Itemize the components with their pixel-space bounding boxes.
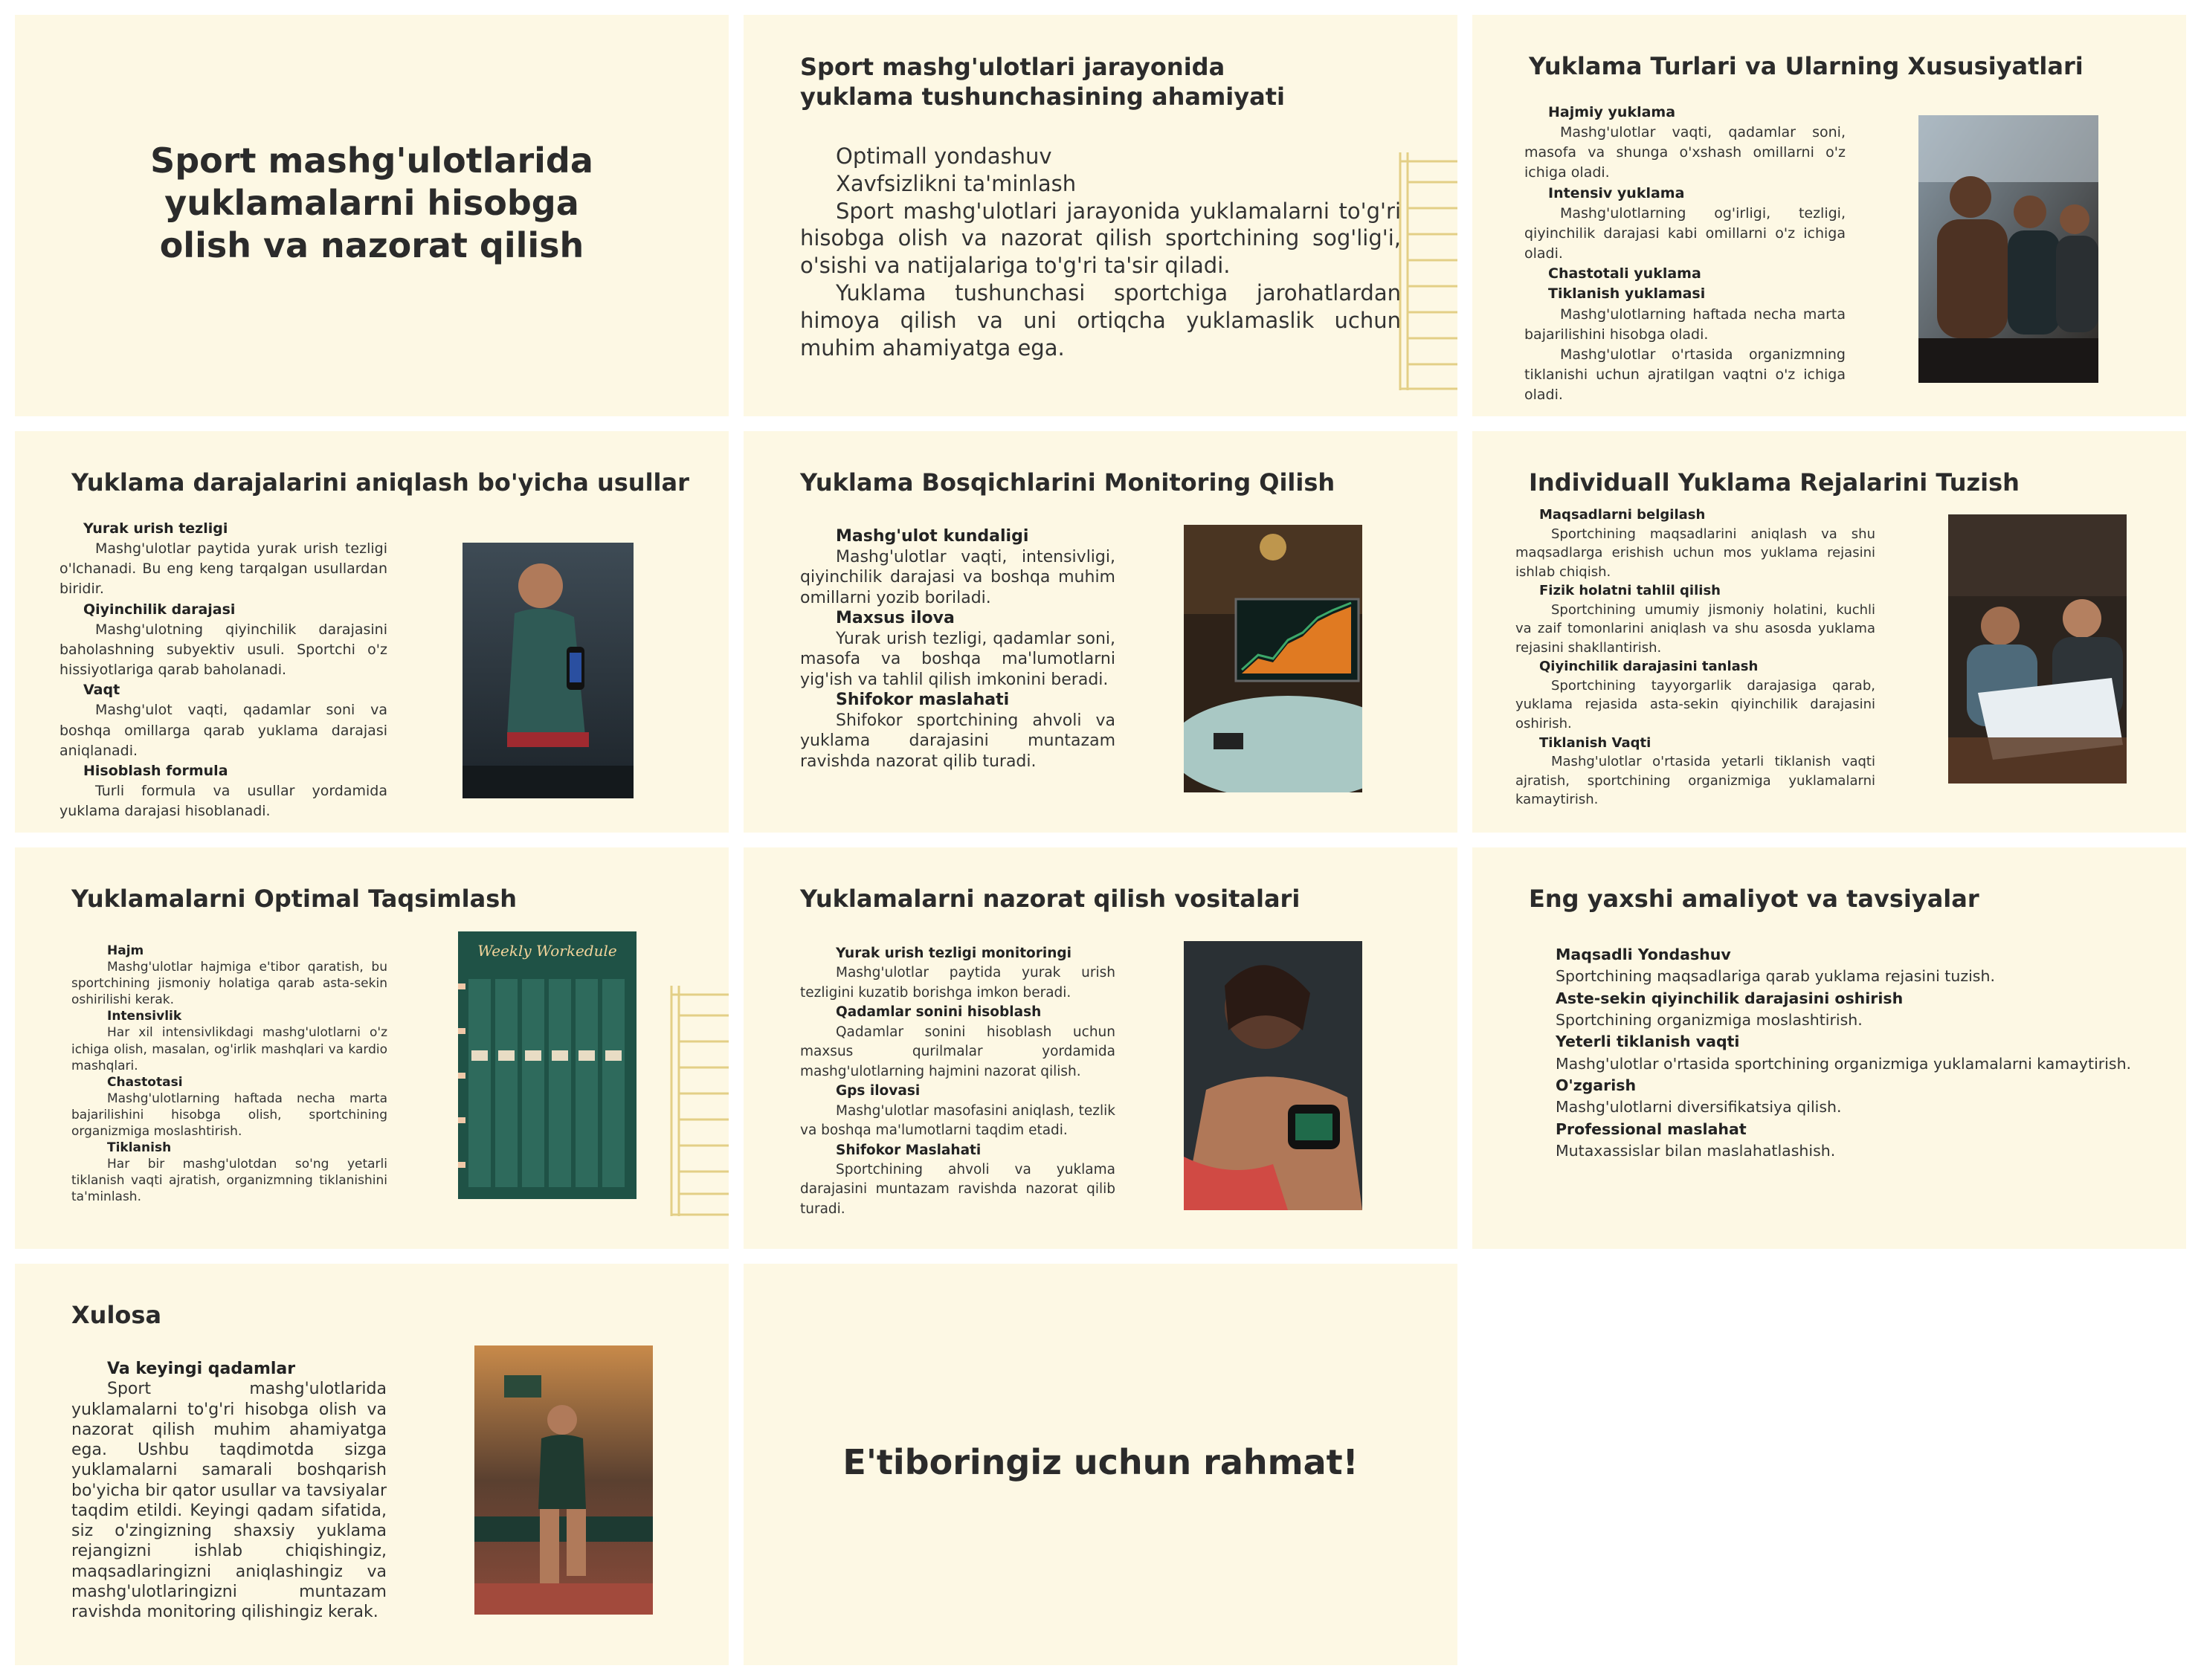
smartwatch-athlete-photo — [1184, 941, 1362, 1210]
presentation-title: Sport mashg'ulotlarida yuklamalarni hisobga olish va nazorat qilish — [150, 140, 593, 266]
item-heading: Aste-sekin qiyinchilik darajasini oshirish — [1556, 989, 1904, 1007]
slide-body — [71, 1359, 387, 1622]
item-heading: Yurak urish tezligi monitoringi — [836, 946, 1072, 961]
slide-body — [59, 519, 387, 821]
item-heading: Yeterli tiklanish vaqti — [1556, 1033, 1740, 1051]
runner-treadmill-photo — [463, 543, 634, 798]
item-heading: Professional maslahat — [1556, 1120, 1747, 1138]
slide-title: Sport mashg'ulotlari jarayonida yuklama tushunchasining ahamiyati — [800, 53, 1285, 111]
item-heading: Shifokor Maslahati — [836, 1142, 982, 1158]
item-text: Turli formula va usullar yordamida yuklama darajasi hisoblanadi. — [59, 783, 387, 820]
item-heading: Maqsadlarni belgilash — [1539, 507, 1706, 523]
slide-8-control-tools[interactable] — [744, 847, 1457, 1249]
slide-body — [800, 526, 1115, 772]
item-text: Mutaxassislar bilan maslahatlashish. — [1556, 1141, 1836, 1160]
item-text: Yurak urish tezligi, qadamlar soni, masofa va boshqa ma'lumotlarni yig'ish va tahlil qilish imkonini beradi. — [800, 629, 1115, 689]
item-heading: Intensiv yuklama — [1548, 184, 1685, 201]
slide-6-individual-plans[interactable] — [1472, 431, 2186, 833]
item-heading: Tiklanish yuklamasi — [1548, 285, 1706, 303]
item-heading: Tiklanish — [107, 1140, 172, 1156]
item-text: Mashg'ulotlar vaqti, qadamlar soni, masofa va shunga o'xshash omillarni o'z ichiga oladi. — [1524, 124, 1846, 181]
slide-body — [1524, 103, 1846, 405]
item-text: Mashg'ulotlar o'rtasida organizmning tiklanishi uchun ajratilgan vaqtni o'z ichiga oladi. — [1524, 346, 1846, 404]
slide-title: Eng yaxshi amaliyot va tavsiyalar — [1529, 885, 1979, 913]
item-text: Sportchining umumiy jismoniy holatini, kuchli va zaif tomonlarini aniqlash va shu asosda yuklama rejasini shakllantirish. — [1515, 601, 1875, 656]
item-text: Mashg'ulotlar o'rtasida sportchining organizmiga yuklamalarni kamaytirish. — [1556, 1054, 2132, 1073]
ladder-decoration — [669, 986, 729, 1216]
slide-body — [1556, 944, 2136, 1162]
slide-5-monitoring[interactable] — [744, 431, 1457, 833]
item-heading: Hajmiy yuklama — [1548, 104, 1676, 120]
item-text: Sportchining tayyorgarlik darajasiga qarab, yuklama rejasida asta-sekin qiyinchilik darajasini oshirish. — [1515, 677, 1875, 732]
item-text: Mashg'ulot vaqti, qadamlar soni va boshqa omillarga qarab yuklama darajasi aniqlanadi. — [59, 702, 387, 759]
schedule-title: Weekly Workedule — [477, 942, 617, 960]
item-heading: Chastotali yuklama — [1548, 265, 1701, 282]
item-text: Mashg'ulotlar paytida yurak urish tezligi o'lchanadi. Bu eng keng tarqalgan usullardan biridir. — [59, 540, 387, 598]
slide-body — [800, 143, 1401, 362]
slide-title: Yuklamalarni nazorat qilish vositalari — [800, 885, 1301, 913]
item-heading: Vaqt — [83, 682, 120, 699]
ladder-decoration — [1398, 152, 1457, 390]
body-line: Optimall yondashuv — [836, 143, 1052, 169]
item-text: Sportchining maqsadlariga qarab yuklama rejasini tuzish. — [1556, 967, 1995, 986]
item-heading: Hajm — [107, 943, 144, 958]
conclusion-text: Sport mashg'ulotlarida yuklamalarni to'g'ri hisobga olish va nazorat qilish muhim ahamiyatga ega. Ushbu taqdimotda sizga yuklamalarni samarali boshqarish bo'yicha bir qator usullar va tavsiyalar taqdim etildi. Keyingi qadam sifatida, siz o'zingizning shaxsiy yuklama rejangizni ishlab chiqishingiz, maqsadlaringizni aniqlashingiz va mashg'ulotlaringizni muntazam ravishda monitoring qilishingiz kerak. — [71, 1380, 387, 1622]
item-heading: Maqsadli Yondashuv — [1556, 946, 1731, 963]
slide-1-title[interactable] — [15, 15, 729, 416]
item-text: Mashg'ulotning qiyinchilik darajasini baholashning subyektiv usuli. Sportchi o'z hissiyotlariga qarab baholanadi. — [59, 621, 387, 679]
item-text: Har bir mashg'ulotdan so'ng yetarli tiklanish vaqti ajratish, organizmning tiklanishini ta'minlash. — [71, 1157, 387, 1205]
slide-body — [800, 944, 1115, 1219]
item-heading: Maxsus ilova — [836, 609, 955, 627]
item-heading: Fizik holatni tahlil qilish — [1539, 583, 1721, 599]
item-text: Mashg'ulotlar o'rtasida yetarli tiklanish vaqti ajratish, sportchining organizmiga yuklamalarni kamaytirish. — [1515, 754, 1875, 808]
weekly-schedule-image — [458, 931, 637, 1199]
slide-4-methods[interactable] — [15, 431, 729, 833]
item-text: Mashg'ulotlarning haftada necha marta bajarilishini hisobga olish, sportchining organizmiga moslashtirish. — [71, 1091, 387, 1140]
item-text: Mashg'ulotlarning haftada necha marta bajarilishini hisobga oladi. — [1524, 306, 1846, 343]
item-heading: Qadamlar sonini hisoblash — [836, 1004, 1042, 1021]
body-paragraph: Sport mashg'ulotlari jarayonida yuklamalarni to'g'ri hisobga olish va nazorat qilish sportchining sog'lig'i, o'sishi va natijalariga to'g'ri ta'sir qiladi. — [800, 198, 1401, 279]
item-text: Shifokor sportchining ahvoli va yuklama darajasini muntazam ravishda nazorat qilib turadi. — [800, 711, 1115, 771]
item-heading: Shifokor maslahati — [836, 691, 1010, 709]
item-text: Mashg'ulotlar hajmiga e'tibor qaratish, bu sportchining jismoniy holatiga qarab asta-sekin oshirilishi kerak. — [71, 960, 387, 1008]
slide-11-thank-you[interactable] — [744, 1264, 1457, 1665]
body-line: Xavfsizlikni ta'minlash — [836, 170, 1077, 196]
item-heading: Qiyinchilik darajasini tanlash — [1539, 659, 1759, 675]
item-text: Sportchining organizmiga moslashtirish. — [1556, 1010, 1863, 1029]
item-heading: Hisoblash formula — [83, 762, 228, 779]
item-text: Mashg'ulotlar vaqti, intensivligi, qiyinchilik darajasi va boshqa muhim omillarni yozib boriladi. — [800, 547, 1115, 607]
item-heading: Yurak urish tezligi — [83, 520, 228, 537]
item-heading: Mashg'ulot kundaligi — [836, 527, 1029, 546]
item-heading: Tiklanish Vaqti — [1539, 734, 1651, 751]
slide-title: Individuall Yuklama Rejalarini Tuzish — [1529, 468, 2020, 497]
item-heading: Gps ilovasi — [836, 1083, 921, 1099]
gym-group-photo — [1918, 115, 2098, 383]
slide-title: Yuklamalarni Optimal Taqsimlash — [71, 885, 518, 913]
slide-10-conclusion[interactable] — [15, 1264, 729, 1665]
slide-title: Yuklama darajalarini aniqlash bo'yicha usullar — [71, 468, 689, 497]
finish-line-runner-photo — [474, 1345, 653, 1615]
item-text: Mashg'ulotlar paytida yurak urish tezligini kuzatib borishga imkon beradi. — [800, 965, 1115, 1001]
item-heading: Chastotasi — [107, 1074, 183, 1090]
slide-7-optimal-distribution[interactable] — [15, 847, 729, 1249]
slide-body — [1515, 505, 1875, 810]
slide-title: Yuklama Turlari va Ularning Xususiyatlari — [1529, 52, 2084, 80]
slide-body — [71, 943, 387, 1206]
boardroom-chart-photo — [1184, 525, 1362, 792]
item-text: Mashg'ulotlarni diversifikatsiya qilish. — [1556, 1098, 1842, 1117]
thank-you-title: E'tiboringiz uchun rahmat! — [842, 1442, 1359, 1482]
slide-title: Xulosa — [71, 1301, 162, 1329]
item-text: Har xil intensivlikdagi mashg'ulotlarni o'z ichiga olish, masalan, og'irlik mashqlari va kardio mashqlari. — [71, 1025, 387, 1073]
item-text: Qadamlar sonini hisoblash uchun maxsus qurilmalar yordamida mashg'ulotlarning hajmini nazorat qilish. — [800, 1024, 1115, 1079]
slide-3-load-types[interactable] — [1472, 15, 2186, 416]
coaching-plan-photo — [1948, 514, 2127, 784]
item-text: Mashg'ulotlar masofasini aniqlash, tezlik va boshqa ma'lumotlarni taqdim etadi. — [800, 1102, 1115, 1139]
item-text: Mashg'ulotlarning og'irligi, tezligi, qiyinchilik darajasi kabi omillarni o'z ichiga oladi. — [1524, 204, 1846, 262]
item-heading: Intensivlik — [107, 1009, 182, 1024]
item-heading: O'zgarish — [1556, 1076, 1637, 1094]
body-paragraph: Yuklama tushunchasi sportchiga jarohatlardan himoya qilish va uni ortiqcha yuklamaslik uchun muhim ahamiyatga ega. — [800, 280, 1401, 361]
conclusion-subtitle: Va keyingi qadamlar — [107, 1360, 296, 1378]
slide-2-importance[interactable] — [744, 15, 1457, 416]
slide-title: Yuklama Bosqichlarini Monitoring Qilish — [800, 468, 1335, 497]
item-text: Sportchining maqsadlarini aniqlash va shu maqsadlarga erishish uchun mos yuklama rejasini ishlab chiqish. — [1515, 526, 1875, 580]
slide-9-best-practices[interactable] — [1472, 847, 2186, 1249]
item-heading: Qiyinchilik darajasi — [83, 601, 236, 618]
item-text: Sportchining ahvoli va yuklama darajasini muntazam ravishda nazorat qilib turadi. — [800, 1161, 1115, 1217]
